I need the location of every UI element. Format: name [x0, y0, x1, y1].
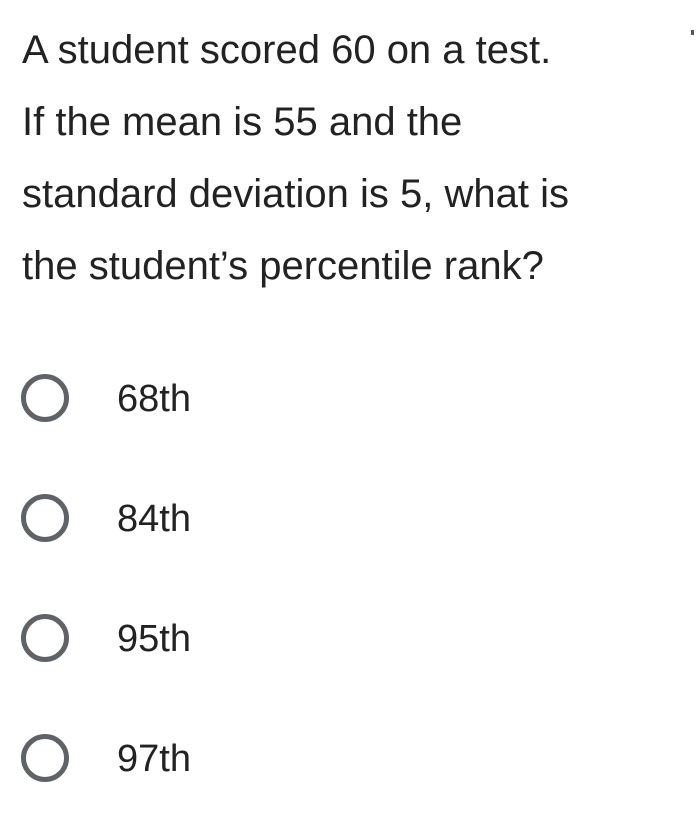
question-line: If the mean is 55 and the [22, 100, 463, 144]
edge-mark [691, 30, 694, 35]
radio-button-icon[interactable] [21, 734, 69, 782]
question-text [22, 14, 682, 302]
option-label: 97th [117, 738, 191, 780]
radio-button-icon[interactable] [21, 614, 69, 662]
answer-option-68th[interactable] [0, 343, 696, 463]
answer-option-95th[interactable] [0, 583, 696, 703]
option-label: 68th [117, 378, 191, 420]
question-line: the student’s percentile rank? [22, 244, 544, 288]
answer-options [0, 343, 696, 823]
option-label: 84th [117, 498, 191, 540]
radio-button-icon[interactable] [21, 494, 69, 542]
question-line: A student scored 60 on a test. [22, 28, 552, 72]
option-label: 95th [117, 618, 191, 660]
answer-option-84th[interactable] [0, 463, 696, 583]
question-line: standard deviation is 5, what is [22, 172, 569, 216]
answer-option-97th[interactable] [0, 703, 696, 823]
radio-button-icon[interactable] [21, 374, 69, 422]
